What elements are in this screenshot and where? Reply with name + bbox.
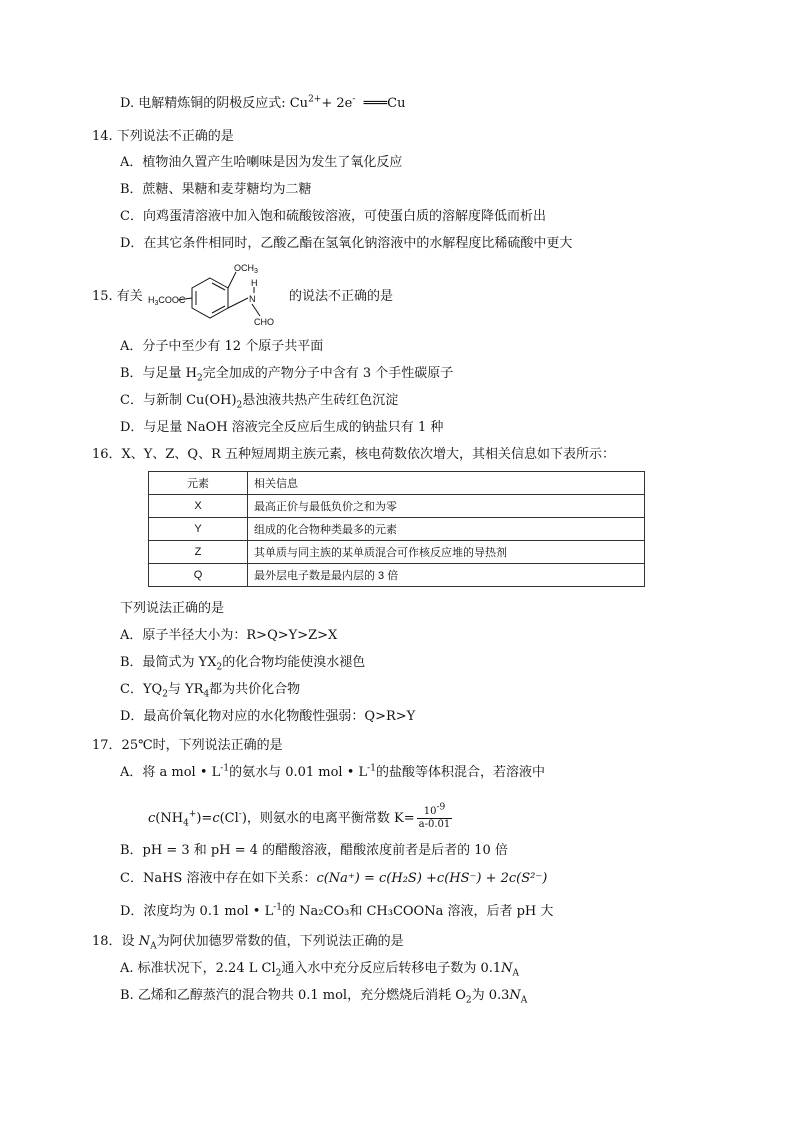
q15-b-sub: 2 [197, 373, 203, 384]
q17-a2-nh4-sub: 4 [183, 818, 189, 829]
q18-stem-post: 为阿伏加德罗常数的值，下列说法正确的是 [156, 934, 404, 949]
q17-option-a [120, 764, 545, 782]
q17-a-sup1: -1 [220, 763, 230, 774]
q16-b-pre: B．最简式为 YX [120, 655, 217, 670]
table-cell: 组成的化合物种类最多的元素 [248, 518, 645, 541]
q14-option-c: C．向鸡蛋清溶液中加入饱和硫酸铵溶液，可使蛋白质的溶解度降低而析出 [120, 209, 546, 224]
q17-a-post: 的盐酸等体积混合，若溶液中 [375, 765, 545, 780]
q16-stem: 16．X、Y、Z、Q、R 五种短周期主族元素，核电荷数依次增大，其相关信息如下表所示： [92, 447, 615, 462]
q16-option-c [120, 681, 300, 699]
q17-a2-c1: c [148, 811, 156, 826]
q17-a2-nh4-sup: + [188, 809, 197, 820]
q18-stem-na-sub: A [150, 941, 157, 952]
table-header-row [149, 472, 645, 495]
q17-d-post: 的 Na₂CO₃和 CH₃COONa 溶液，后者 pH 大 [282, 904, 554, 919]
q16-c-pre: C．YQ [120, 682, 163, 697]
q15-c-pre: C．与新制 Cu(OH) [120, 393, 237, 408]
table-row [149, 541, 645, 564]
table-cell: Z [149, 541, 248, 564]
q17-c-equation: c(Na⁺) = c(H₂S) +c(HS⁻) + 2c(S²⁻) [316, 871, 548, 886]
q16-info-table [148, 471, 645, 587]
q13-d-e-sign: - [352, 94, 356, 105]
q18-stem-na: N [138, 934, 151, 949]
q15-option-b [120, 365, 453, 383]
q13-option-d [120, 95, 405, 113]
q18-a-sub: 2 [275, 968, 282, 979]
q16-option-a: A．原子半径大小为：R>Q>Y>Z>X [120, 628, 338, 643]
table-cell: Y [149, 518, 248, 541]
svg-text:H: H [251, 278, 258, 288]
q18-option-a [120, 960, 519, 978]
q13-d-arrow: ═══ [363, 96, 388, 111]
q17-d-sup: -1 [273, 902, 283, 913]
q17-option-d [120, 903, 553, 921]
q15-option-d: D．与足量 NaOH 溶液完全反应后生成的钠盐只有 1 种 [120, 420, 444, 435]
q18-b-pre: B. 乙烯和乙醇蒸汽的混合物共 0.1 mol，充分燃烧后消耗 O [120, 988, 466, 1003]
q18-b-na: N [509, 988, 521, 1003]
table-cell: Q [149, 564, 248, 587]
svg-text:N: N [249, 294, 256, 304]
q18-b-sub: 2 [465, 995, 472, 1006]
table-header-cell: 相关信息 [248, 472, 645, 495]
q17-a2-cl: (Cl [219, 811, 239, 826]
table-cell: 最外层电子数是最内层的 3 倍 [248, 564, 645, 587]
dissociation-constant-fraction [417, 802, 453, 831]
table-row [149, 518, 645, 541]
q17-a2-cl-sup: - [238, 809, 242, 820]
svg-text:OCH3: $OCH_3$ [234, 263, 258, 275]
q15-option-a: A．分子中至少有 12 个原子共平面 [120, 339, 324, 354]
q17-stem: 17．25℃时，下列说法正确的是 [92, 738, 283, 753]
q16-b-post: 的化合物均能使溴水褪色 [222, 655, 366, 670]
q15-c-post: 悬浊液共热产生砖红色沉淀 [242, 393, 399, 408]
q18-a-mid: 通入水中充分反应后转移电子数为 0.1 [281, 961, 502, 976]
q15-b-pre: B．与足量 H [120, 366, 198, 381]
q16-lead: 下列说法正确的是 [120, 601, 225, 616]
q14-option-d: D．在其它条件相同时，乙酸乙酯在氢氧化钠溶液中的水解程度比稀硫酸中更大 [120, 236, 573, 251]
q15-stem-suffix: 的说法不正确的是 [289, 289, 394, 304]
q17-option-a-line2 [148, 802, 452, 831]
q13-d-charge: 2+ [308, 94, 322, 105]
q17-option-c [120, 870, 547, 888]
q18-stem [92, 933, 404, 951]
q17-option-b: B．pH = 3 和 pH = 4 的醋酸溶液，醋酸浓度前者是后者的 10 倍 [120, 843, 508, 858]
svg-text:CHO: CHO [254, 317, 274, 327]
q18-b-mid: 为 0.3 [471, 988, 510, 1003]
q14-stem: 14. 下列说法不正确的是 [92, 129, 234, 144]
q18-option-b [120, 987, 527, 1005]
svg-text:H3COOC: $H_3COOC$ [148, 295, 186, 307]
q13-d-product: Cu [387, 96, 406, 111]
q16-b-sub: 2 [216, 662, 223, 673]
q17-a-sup2: -1 [367, 763, 376, 774]
q18-a-na: N [501, 961, 513, 976]
q16-c-post: 都为共价化合物 [209, 682, 301, 697]
fraction-denominator: a-0.01 [418, 819, 451, 830]
q17-c-pre: C．NaHS 溶液中存在如下关系： [120, 871, 317, 886]
q15-option-c [120, 392, 398, 410]
table-cell: 其单质与同主族的某单质混合可作核反应堆的导热剂 [248, 541, 645, 564]
q17-a-pre: A．将 a mol • L [120, 765, 221, 780]
fraction-numerator: $10^{-9}$ [417, 806, 453, 819]
q16-c-sub1: 2 [162, 689, 168, 700]
q16-c-sub2: 4 [203, 689, 210, 700]
q13-d-plus: + 2e [321, 96, 353, 111]
q18-b-na-sub: A [520, 995, 528, 1006]
q17-a2-post: )，则氨水的电离平衡常数 K= [241, 811, 415, 826]
q14-option-a: A．植物油久置产生哈喇味是因为发生了氧化反应 [120, 155, 403, 170]
q18-stem-pre: 18．设 [92, 934, 139, 949]
q16-option-b [120, 654, 365, 672]
q17-a-mid: 的氨水与 0.01 mol • L [229, 765, 368, 780]
q15-stem-prefix: 15. 有关 [92, 289, 143, 304]
q17-a2-nh4: (NH [155, 811, 184, 826]
table-row [149, 564, 645, 587]
table-cell: 最高正价与最低负价之和为零 [248, 495, 645, 518]
q13-d-text: D. 电解精炼铜的阴极反应式: Cu [120, 96, 309, 111]
table-cell: X [149, 495, 248, 518]
table-row [149, 495, 645, 518]
table-header-cell: 元素 [149, 472, 248, 495]
q15-b-post: 完全加成的产物分子中含有 3 个手性碳原子 [202, 366, 454, 381]
q17-a2-c2: c [212, 811, 220, 826]
q18-a-pre: A. 标准状况下，2.24 L Cl [120, 961, 276, 976]
q17-d-pre: D．浓度均为 0.1 mol • L [120, 904, 274, 919]
q16-option-d: D．最高价氧化物对应的水化物酸性强弱：Q>R>Y [120, 709, 416, 724]
q15-molecule-structure [148, 260, 288, 332]
q15-c-sub: 2 [236, 400, 243, 411]
q17-a2-eq: )= [196, 811, 213, 826]
q18-a-na-sub: A [512, 968, 520, 979]
q16-c-mid: 与 YR [167, 682, 204, 697]
q14-option-b: B．蔗糖、果糖和麦芽糖均为二糖 [120, 182, 312, 197]
